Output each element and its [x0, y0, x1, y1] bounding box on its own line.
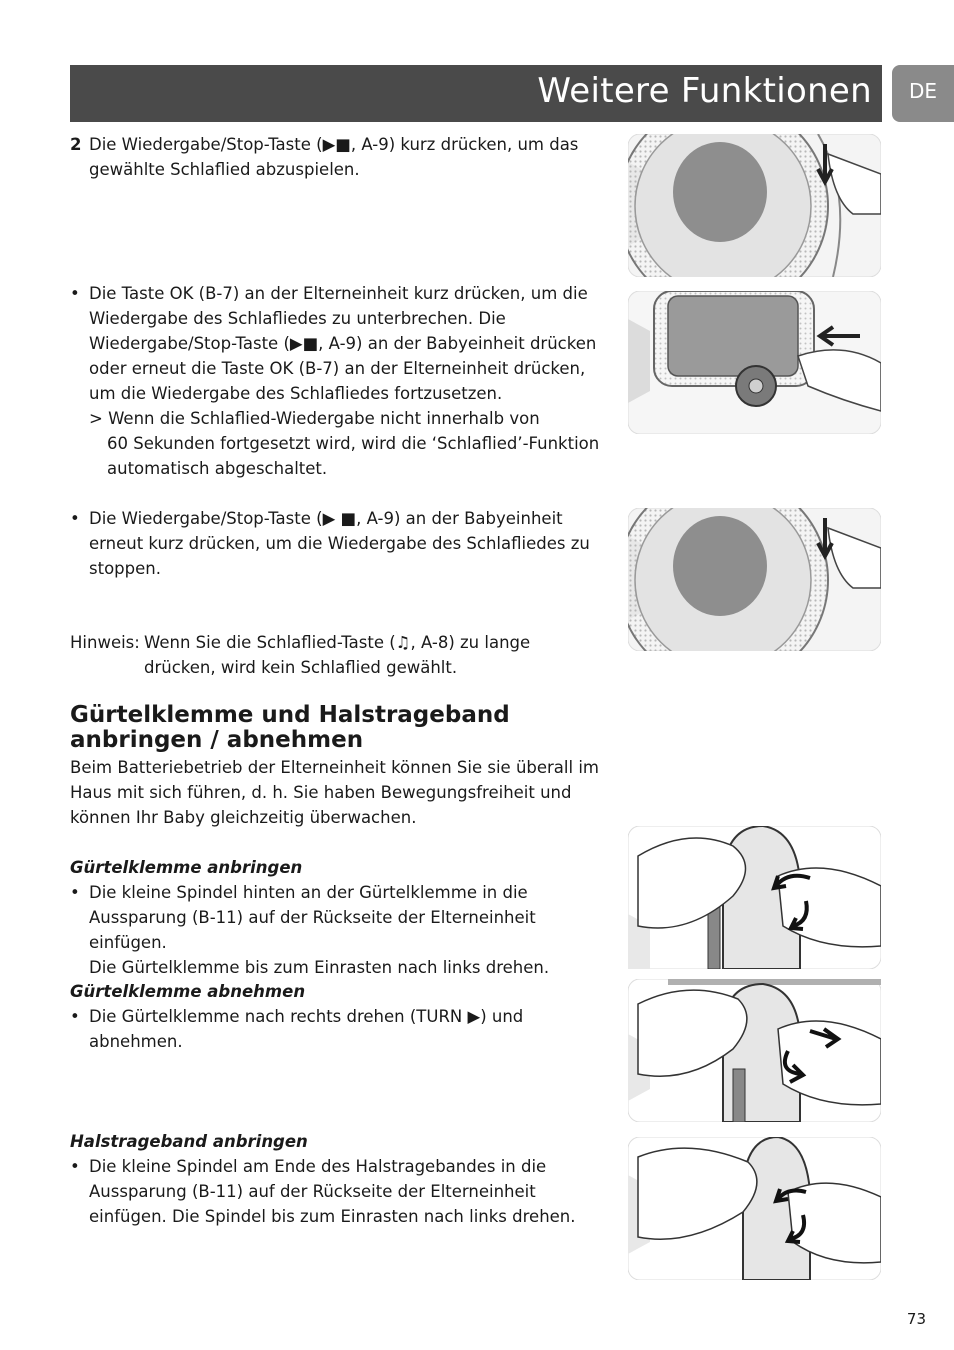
note — [70, 630, 610, 680]
page-number: 73 — [906, 1310, 926, 1328]
bullet-pause — [70, 281, 615, 481]
note-label: Hinweis: — [70, 633, 140, 652]
bullet-pause-line: Wiedergabe/Stop-Taste (▶■, A-9) an der Babyeinheit drücken — [89, 334, 597, 353]
strap-attach-line: einfügen. Die Spindel bis zum Einrasten nach links drehen. — [89, 1207, 576, 1226]
bullet-marker: • — [70, 509, 80, 528]
clip-attach-line: Die kleine Spindel hinten an der Gürtelklemme in die — [89, 883, 528, 902]
note-line-1: Wenn Sie die Schlaflied-Taste (♫, A-8) zu lange — [144, 633, 531, 652]
bullet-pause-line: um die Wiedergabe des Schlafliedes fortzusetzen. — [89, 384, 503, 403]
strap-attach — [70, 1129, 615, 1229]
illustration-parent-unit-ok-button — [628, 291, 881, 434]
clip-remove-line: abnehmen. — [89, 1032, 183, 1051]
result-line: > Wenn die Schlaflied-Wiedergabe nicht innerhalb von — [89, 409, 540, 428]
subheading-clip-attach: Gürtelklemme anbringen — [70, 858, 303, 877]
header-bar — [70, 65, 882, 122]
step-2 — [70, 132, 610, 182]
clip-attach-line: Die Gürtelklemme bis zum Einrasten nach links drehen. — [89, 958, 550, 977]
intro-line: Haus mit sich führen, d. h. Sie haben Bewegungsfreiheit und — [70, 783, 572, 802]
language-tab-label: DE — [908, 79, 938, 103]
strap-attach-line: Aussparung (B-11) auf der Rückseite der Elterneinheit — [89, 1182, 536, 1201]
clip-remove-line: Die Gürtelklemme nach rechts drehen (TURN ▶) und — [89, 1007, 524, 1026]
result-line: 60 Sekunden fortgesetzt wird, wird die ‘Schlaflied’-Funktion — [107, 434, 600, 453]
illustration-neck-strap-attach — [628, 1137, 881, 1280]
section-heading-line-2: anbringen / abnehmen — [70, 727, 364, 753]
section-heading — [70, 703, 610, 753]
illustration-baby-unit-play-button — [628, 134, 881, 277]
step-2-line-2: gewählte Schlaflied abzuspielen. — [89, 160, 360, 179]
result-line: automatisch abgeschaltet. — [107, 459, 328, 478]
bullet-marker: • — [70, 883, 80, 902]
page-title: Weitere Funktionen — [537, 71, 872, 111]
illustration-baby-unit-stop-button — [628, 508, 881, 651]
illustration-belt-clip-attach — [628, 826, 881, 969]
bullet-stop-line: Die Wiedergabe/Stop-Taste (▶ ■, A-9) an der Babyeinheit — [89, 509, 563, 528]
language-tab — [892, 65, 954, 122]
clip-attach-line: Aussparung (B-11) auf der Rückseite der Elterneinheit einfügen. — [89, 908, 536, 952]
subheading-clip-remove: Gürtelklemme abnehmen — [70, 982, 306, 1001]
subheading-strap-attach: Halstrageband anbringen — [70, 1132, 308, 1151]
bullet-pause-line: Wiedergabe des Schlafliedes zu unterbrechen. Die — [89, 309, 506, 328]
bullet-stop — [70, 506, 610, 581]
intro-line: Beim Batteriebetrieb der Elterneinheit können Sie sie überall im — [70, 758, 599, 777]
bullet-stop-line: erneut kurz drücken, um die Wiedergabe des Schlafliedes zu — [89, 534, 590, 553]
bullet-pause-line: Die Taste OK (B-7) an der Elterneinheit kurz drücken, um die — [89, 284, 588, 303]
strap-attach-line: Die kleine Spindel am Ende des Halstragebandes in die — [89, 1157, 547, 1176]
clip-remove — [70, 979, 615, 1054]
bullet-pause-line: oder erneut die Taste OK (B-7) an der Elterneinheit drücken, — [89, 359, 586, 378]
step-number: 2 — [70, 135, 82, 154]
bullet-stop-line: stoppen. — [89, 559, 161, 578]
step-2-line-1: Die Wiedergabe/Stop-Taste (▶■, A-9) kurz drücken, um das — [89, 135, 579, 154]
bullet-marker: • — [70, 1007, 80, 1026]
note-line-2: drücken, wird kein Schlaflied gewählt. — [144, 658, 458, 677]
bullet-marker: • — [70, 284, 80, 303]
bullet-marker: • — [70, 1157, 80, 1176]
section-heading-line-1: Gürtelklemme und Halstrageband — [70, 702, 510, 728]
illustration-belt-clip-remove — [628, 979, 881, 1122]
clip-attach — [70, 855, 615, 980]
section-intro — [70, 755, 615, 830]
intro-line: können Ihr Baby gleichzeitig überwachen. — [70, 808, 417, 827]
